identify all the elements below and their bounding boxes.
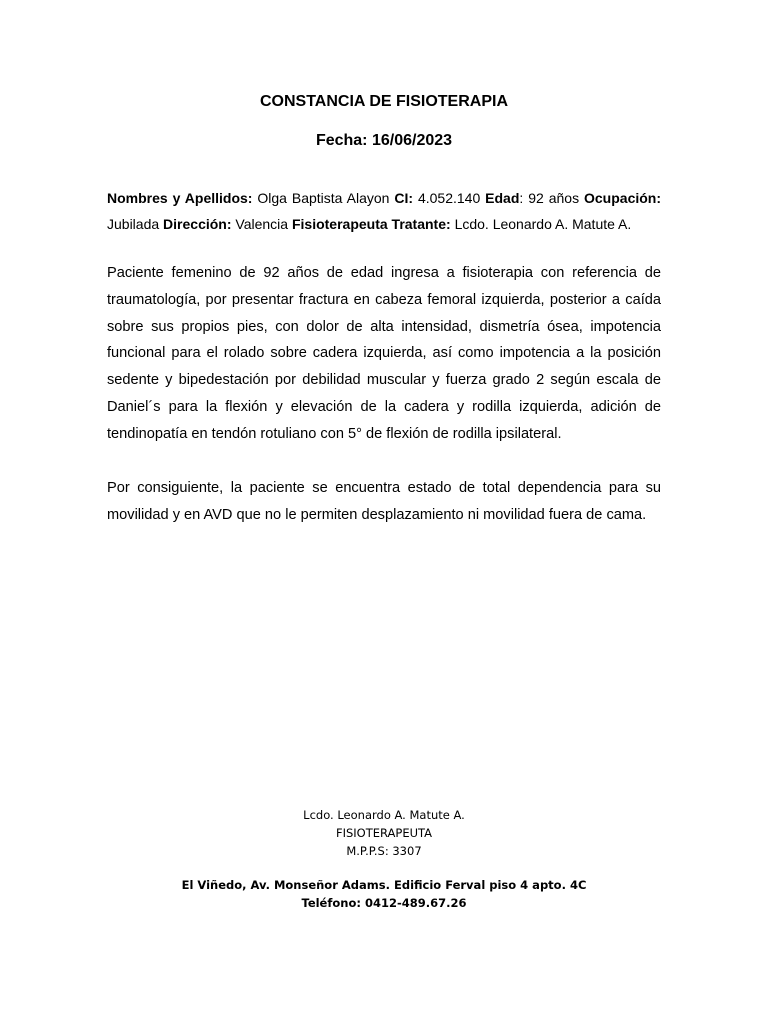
address-value: Valencia (235, 216, 289, 232)
patient-info (107, 185, 661, 237)
signature-block (0, 806, 768, 860)
age-value: : 92 años (519, 190, 580, 206)
name-value: Olga Baptista Alayon (257, 190, 390, 206)
occupation-value: Jubilada (107, 216, 160, 232)
footer-address: El Viñedo, Av. Monseñor Adams. Edificio Ferval piso 4 apto. 4C (181, 878, 587, 892)
age-label: Edad (485, 190, 520, 206)
document-date (0, 131, 768, 151)
footer-contact (0, 876, 768, 912)
signature-role: FISIOTERAPEUTA (335, 826, 433, 840)
ci-value: 4.052.140 (417, 190, 481, 206)
therapist-label: Fisioterapeuta Tratante: (291, 216, 451, 232)
signature-name: Lcdo. Leonardo A. Matute A. (303, 808, 465, 822)
occupation-label: Ocupación: (584, 190, 662, 206)
date-value: 16/06/2023 (371, 132, 453, 149)
footer-phone: Teléfono: 0412-489.67.26 (301, 896, 467, 910)
conclusion-paragraph: Por consiguiente, la paciente se encuentra estado de total dependencia para su movilidad y en AVD que no le permiten desplazamiento ni movilidad fuera de cama. (107, 480, 661, 523)
document-title: CONSTANCIA DE FISIOTERAPIA (259, 93, 508, 110)
date-label: Fecha: (315, 132, 368, 149)
therapist-value: Lcdo. Leonardo A. Matute A. (454, 216, 632, 232)
clinical-paragraph: Paciente femenino de 92 años de edad ingresa a fisioterapia con referencia de traumatología, por presentar fractura en cabeza femoral izquierda, posterior a caída sobre sus propios pies, con dolor de alta intensidad, dismetría ósea, impotencia funcional para el rolado sobre cadera izquierda, así como impotencia a la posición sedente y bipedestación por debilidad muscular y fuerza grado 2 según escala de Daniel´s para la flexión y elevación de la cadera y rodilla izquierda, adición de tendinopatía en tendón rotuliano con 5° de flexión de rodilla ipsilateral. (107, 265, 661, 442)
signature-registry: M.P.P.S: 3307 (346, 844, 422, 858)
address-label: Dirección: (163, 216, 232, 232)
name-label: Nombres y Apellidos: (107, 190, 253, 206)
ci-label: CI: (394, 190, 414, 206)
